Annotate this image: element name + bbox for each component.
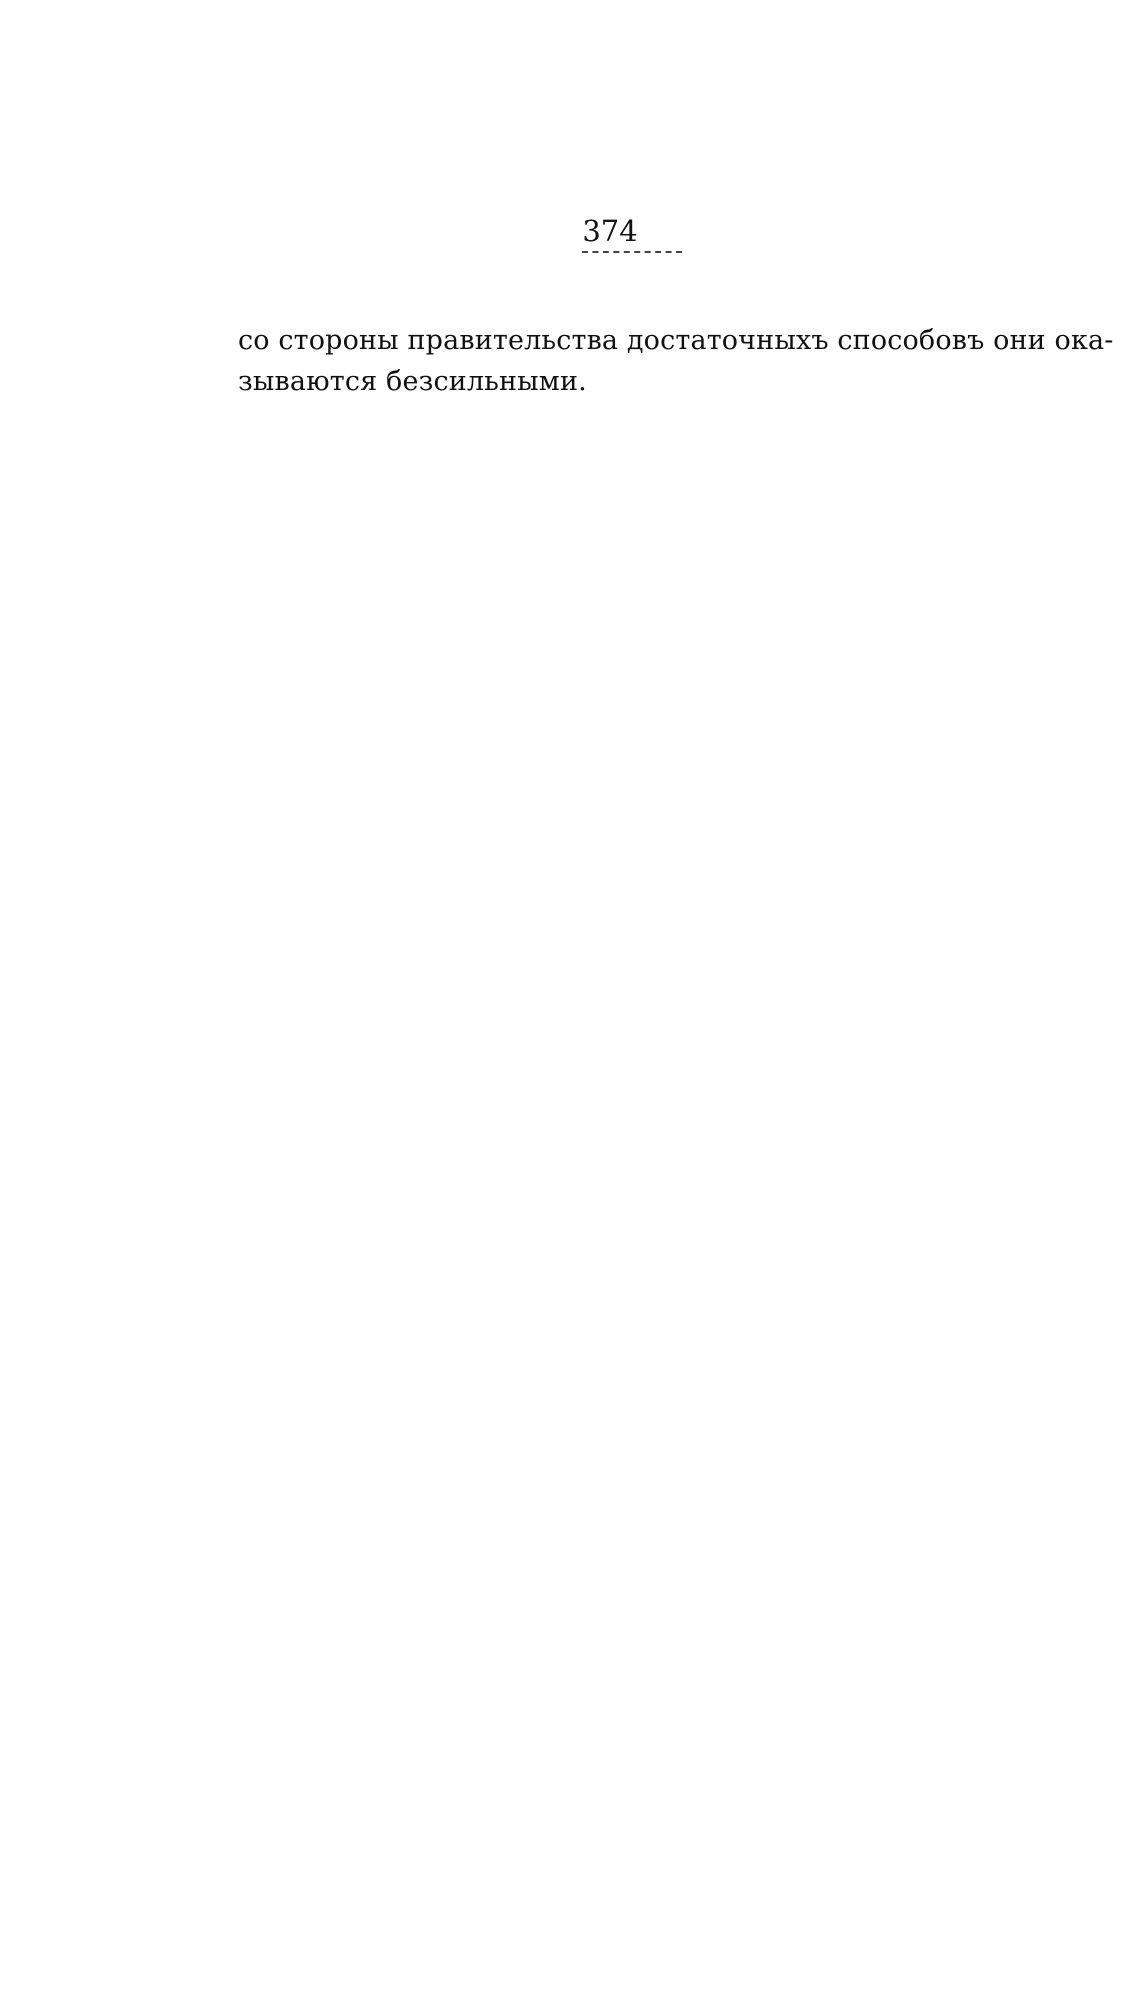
page-number: 374 <box>582 214 638 248</box>
paragraph-line: зываются безсильными. <box>238 366 587 397</box>
page-number-rule <box>582 251 682 253</box>
paragraph-line: со стороны правительства достаточныхъ способовъ они ока- <box>238 325 1114 356</box>
